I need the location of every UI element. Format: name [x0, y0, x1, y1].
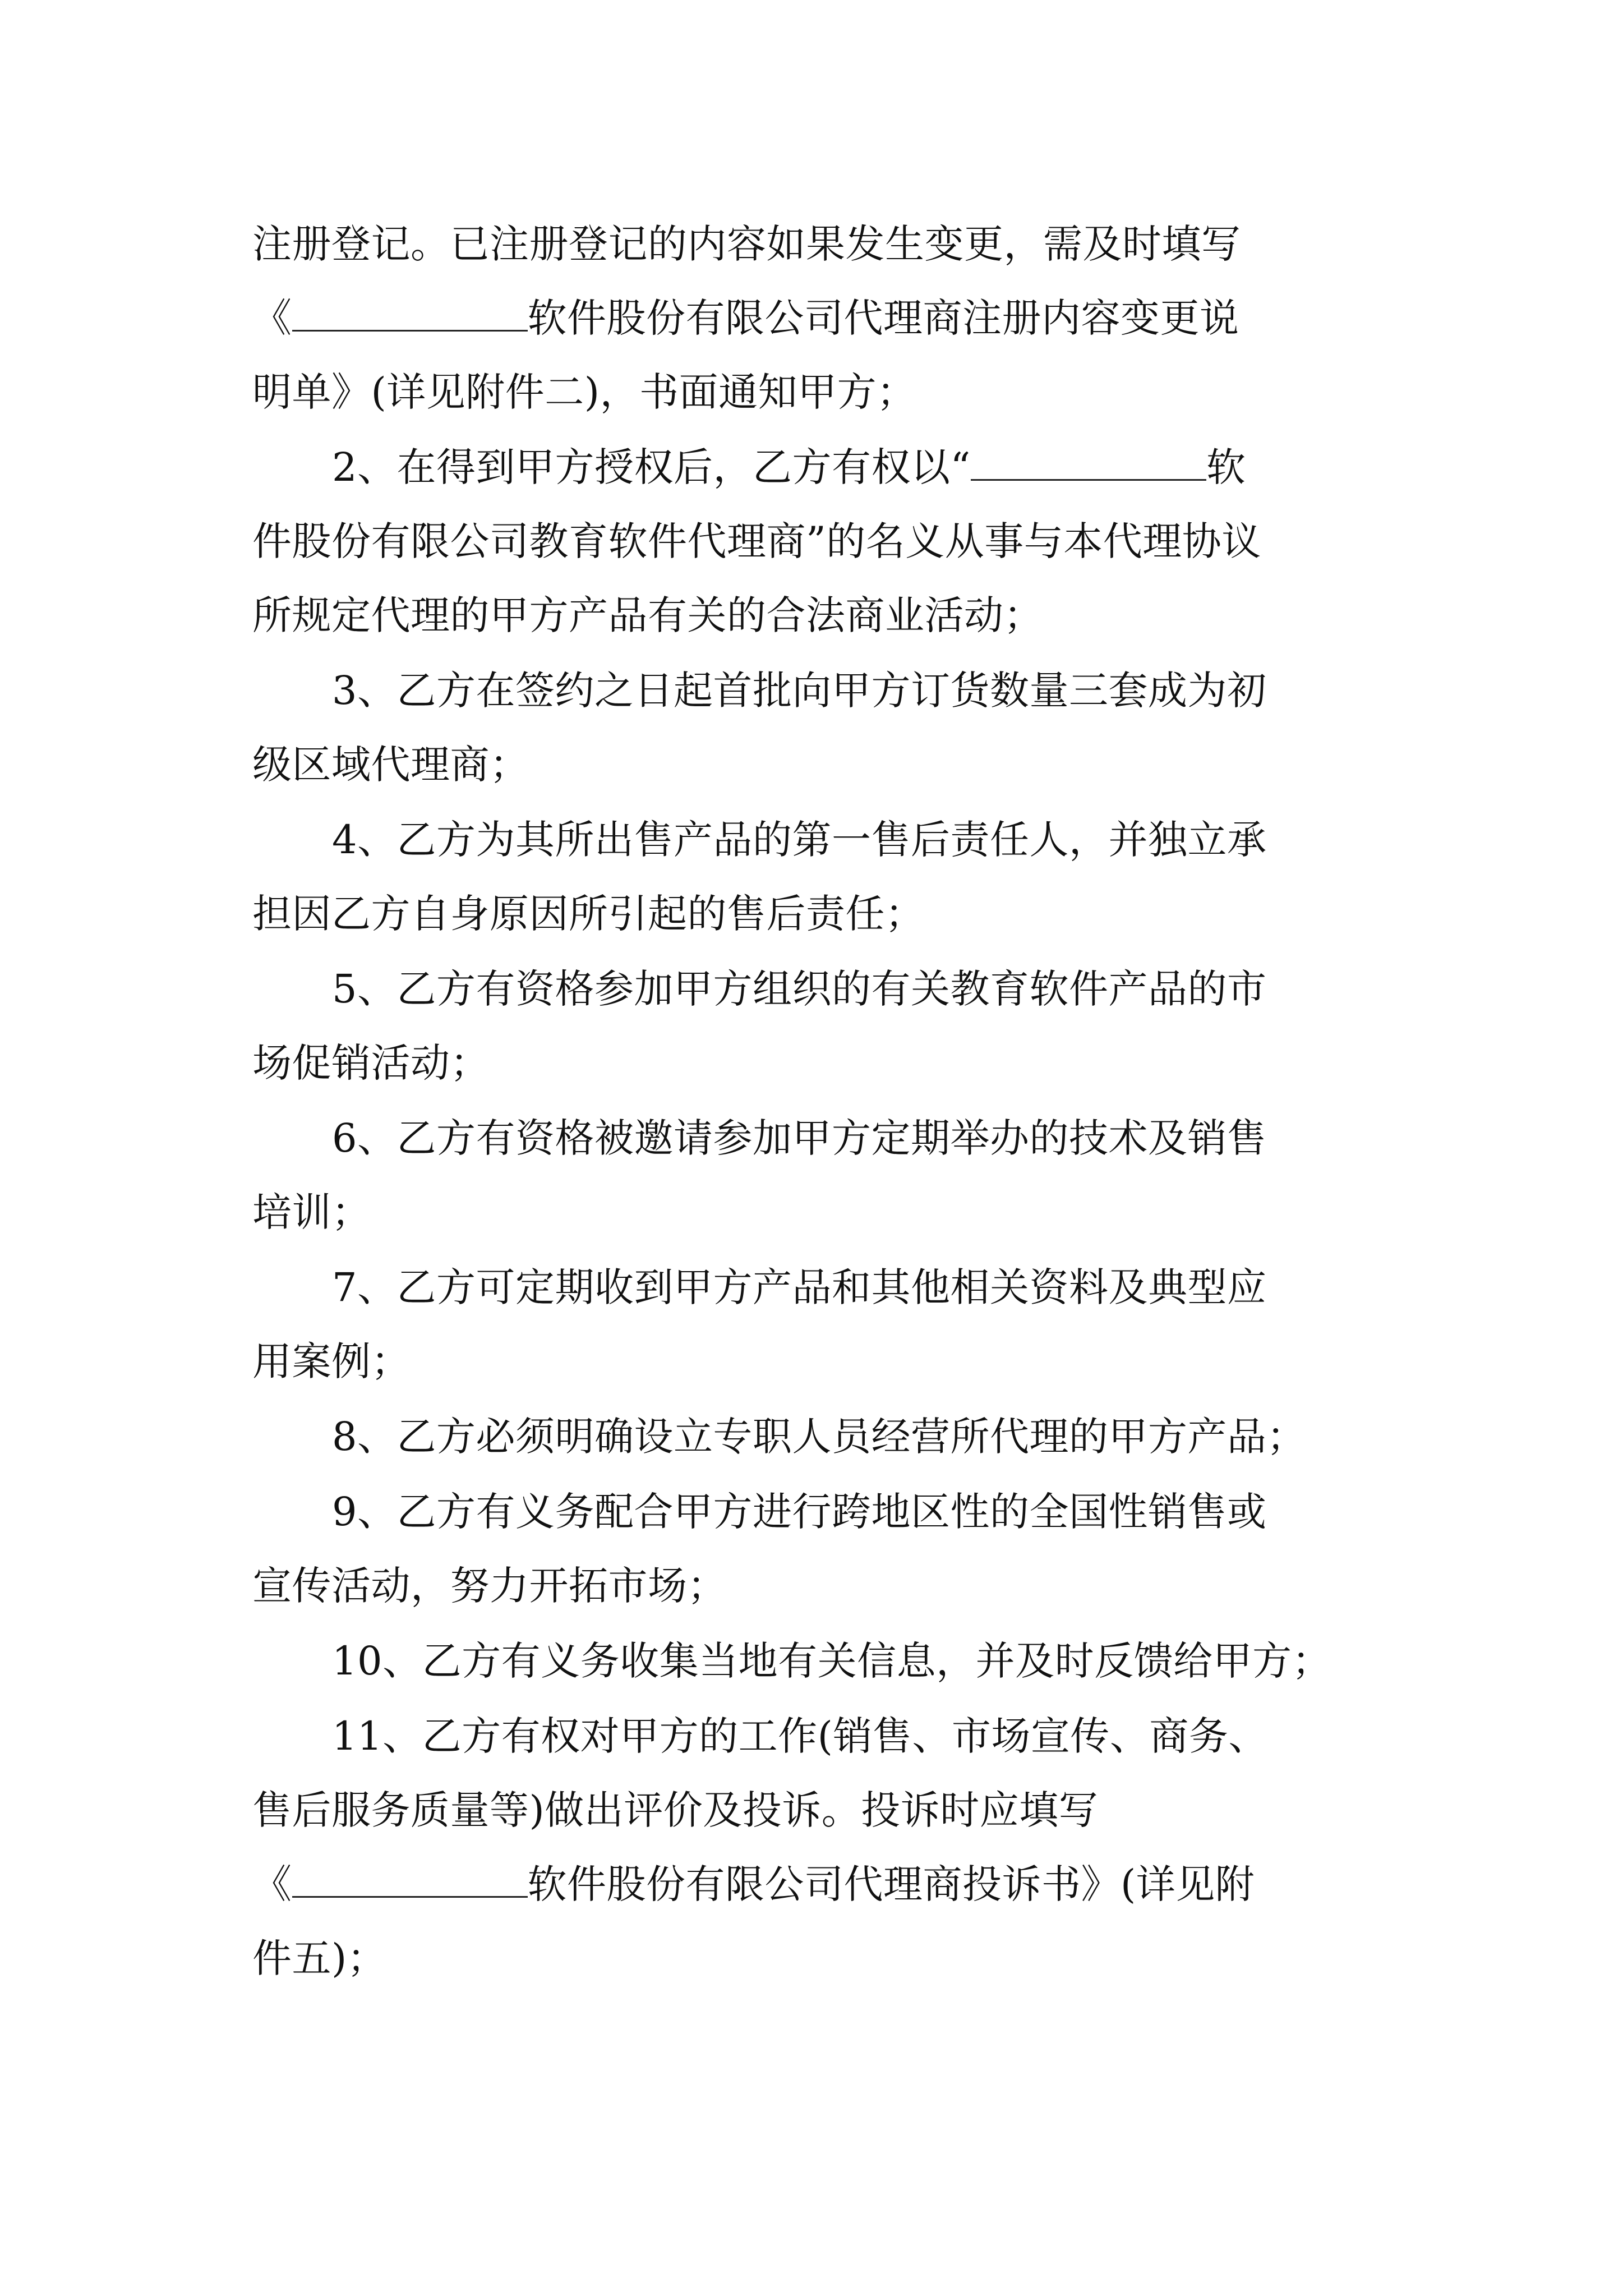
- text-line: 担因乙方自身原因所引起的售后责任；: [252, 891, 925, 937]
- text-fragment: 《: [252, 295, 292, 341]
- text-line: 明单》(详见附件二)，书面通知甲方；: [252, 369, 916, 415]
- text-line: 3、乙方在签约之日起首批向甲方订货数量三套成为初: [332, 668, 1267, 714]
- text-line: 售后服务质量等)做出评价及投诉。投诉时应填写: [252, 1787, 1099, 1833]
- text-line: 件股份有限公司教育软件代理商”的名义从事与本代理协议: [252, 518, 1261, 564]
- text-fragment: 软件股份有限公司代理商注册内容变更说: [527, 295, 1239, 341]
- text-line: 6、乙方有资格被邀请参加甲方定期举办的技术及销售: [332, 1115, 1267, 1161]
- text-line: 8、乙方必须明确设立专职人员经营所代理的甲方产品；: [332, 1414, 1307, 1460]
- fill-in-blank[interactable]: [292, 295, 528, 332]
- text-line: 注册登记。已注册登记的内容如果发生变更，需及时填写: [252, 221, 1241, 267]
- text-fragment: 软: [1206, 444, 1246, 490]
- fill-in-blank[interactable]: [292, 1861, 528, 1898]
- text-fragment: 软件股份有限公司代理商投诉书》(详见附: [527, 1861, 1255, 1907]
- text-line: 宣传活动，努力开拓市场；: [252, 1563, 727, 1609]
- text-line: [252, 1856, 1255, 1912]
- text-line: 培训；: [252, 1189, 371, 1235]
- text-line: 件五)；: [252, 1935, 387, 1981]
- text-line: 11、乙方有权对甲方的工作(销售、市场宣传、商务、: [332, 1713, 1268, 1759]
- text-line: 用案例；: [252, 1338, 411, 1384]
- text-line: [252, 290, 1239, 346]
- text-line: [332, 439, 1246, 495]
- text-line: 4、乙方为其所出售产品的第一售后责任人，并独立承: [332, 817, 1267, 863]
- text-line: 7、乙方可定期收到甲方产品和其他相关资料及典型应: [332, 1264, 1267, 1310]
- text-line: 5、乙方有资格参加甲方组织的有关教育软件产品的市: [332, 966, 1267, 1012]
- text-line: 级区域代理商；: [252, 742, 529, 788]
- text-line: 所规定代理的甲方产品有关的合法商业活动；: [252, 592, 1043, 638]
- text-fragment: 《: [252, 1861, 292, 1907]
- text-line: 场促销活动；: [252, 1040, 490, 1086]
- fill-in-blank[interactable]: [971, 444, 1206, 481]
- text-line: 9、乙方有义务配合甲方进行跨地区性的全国性销售或: [332, 1489, 1267, 1535]
- text-line: 10、乙方有义务收集当地有关信息，并及时反馈给甲方；: [332, 1638, 1332, 1684]
- text-fragment: 2、在得到甲方授权后，乙方有权以“: [332, 444, 971, 490]
